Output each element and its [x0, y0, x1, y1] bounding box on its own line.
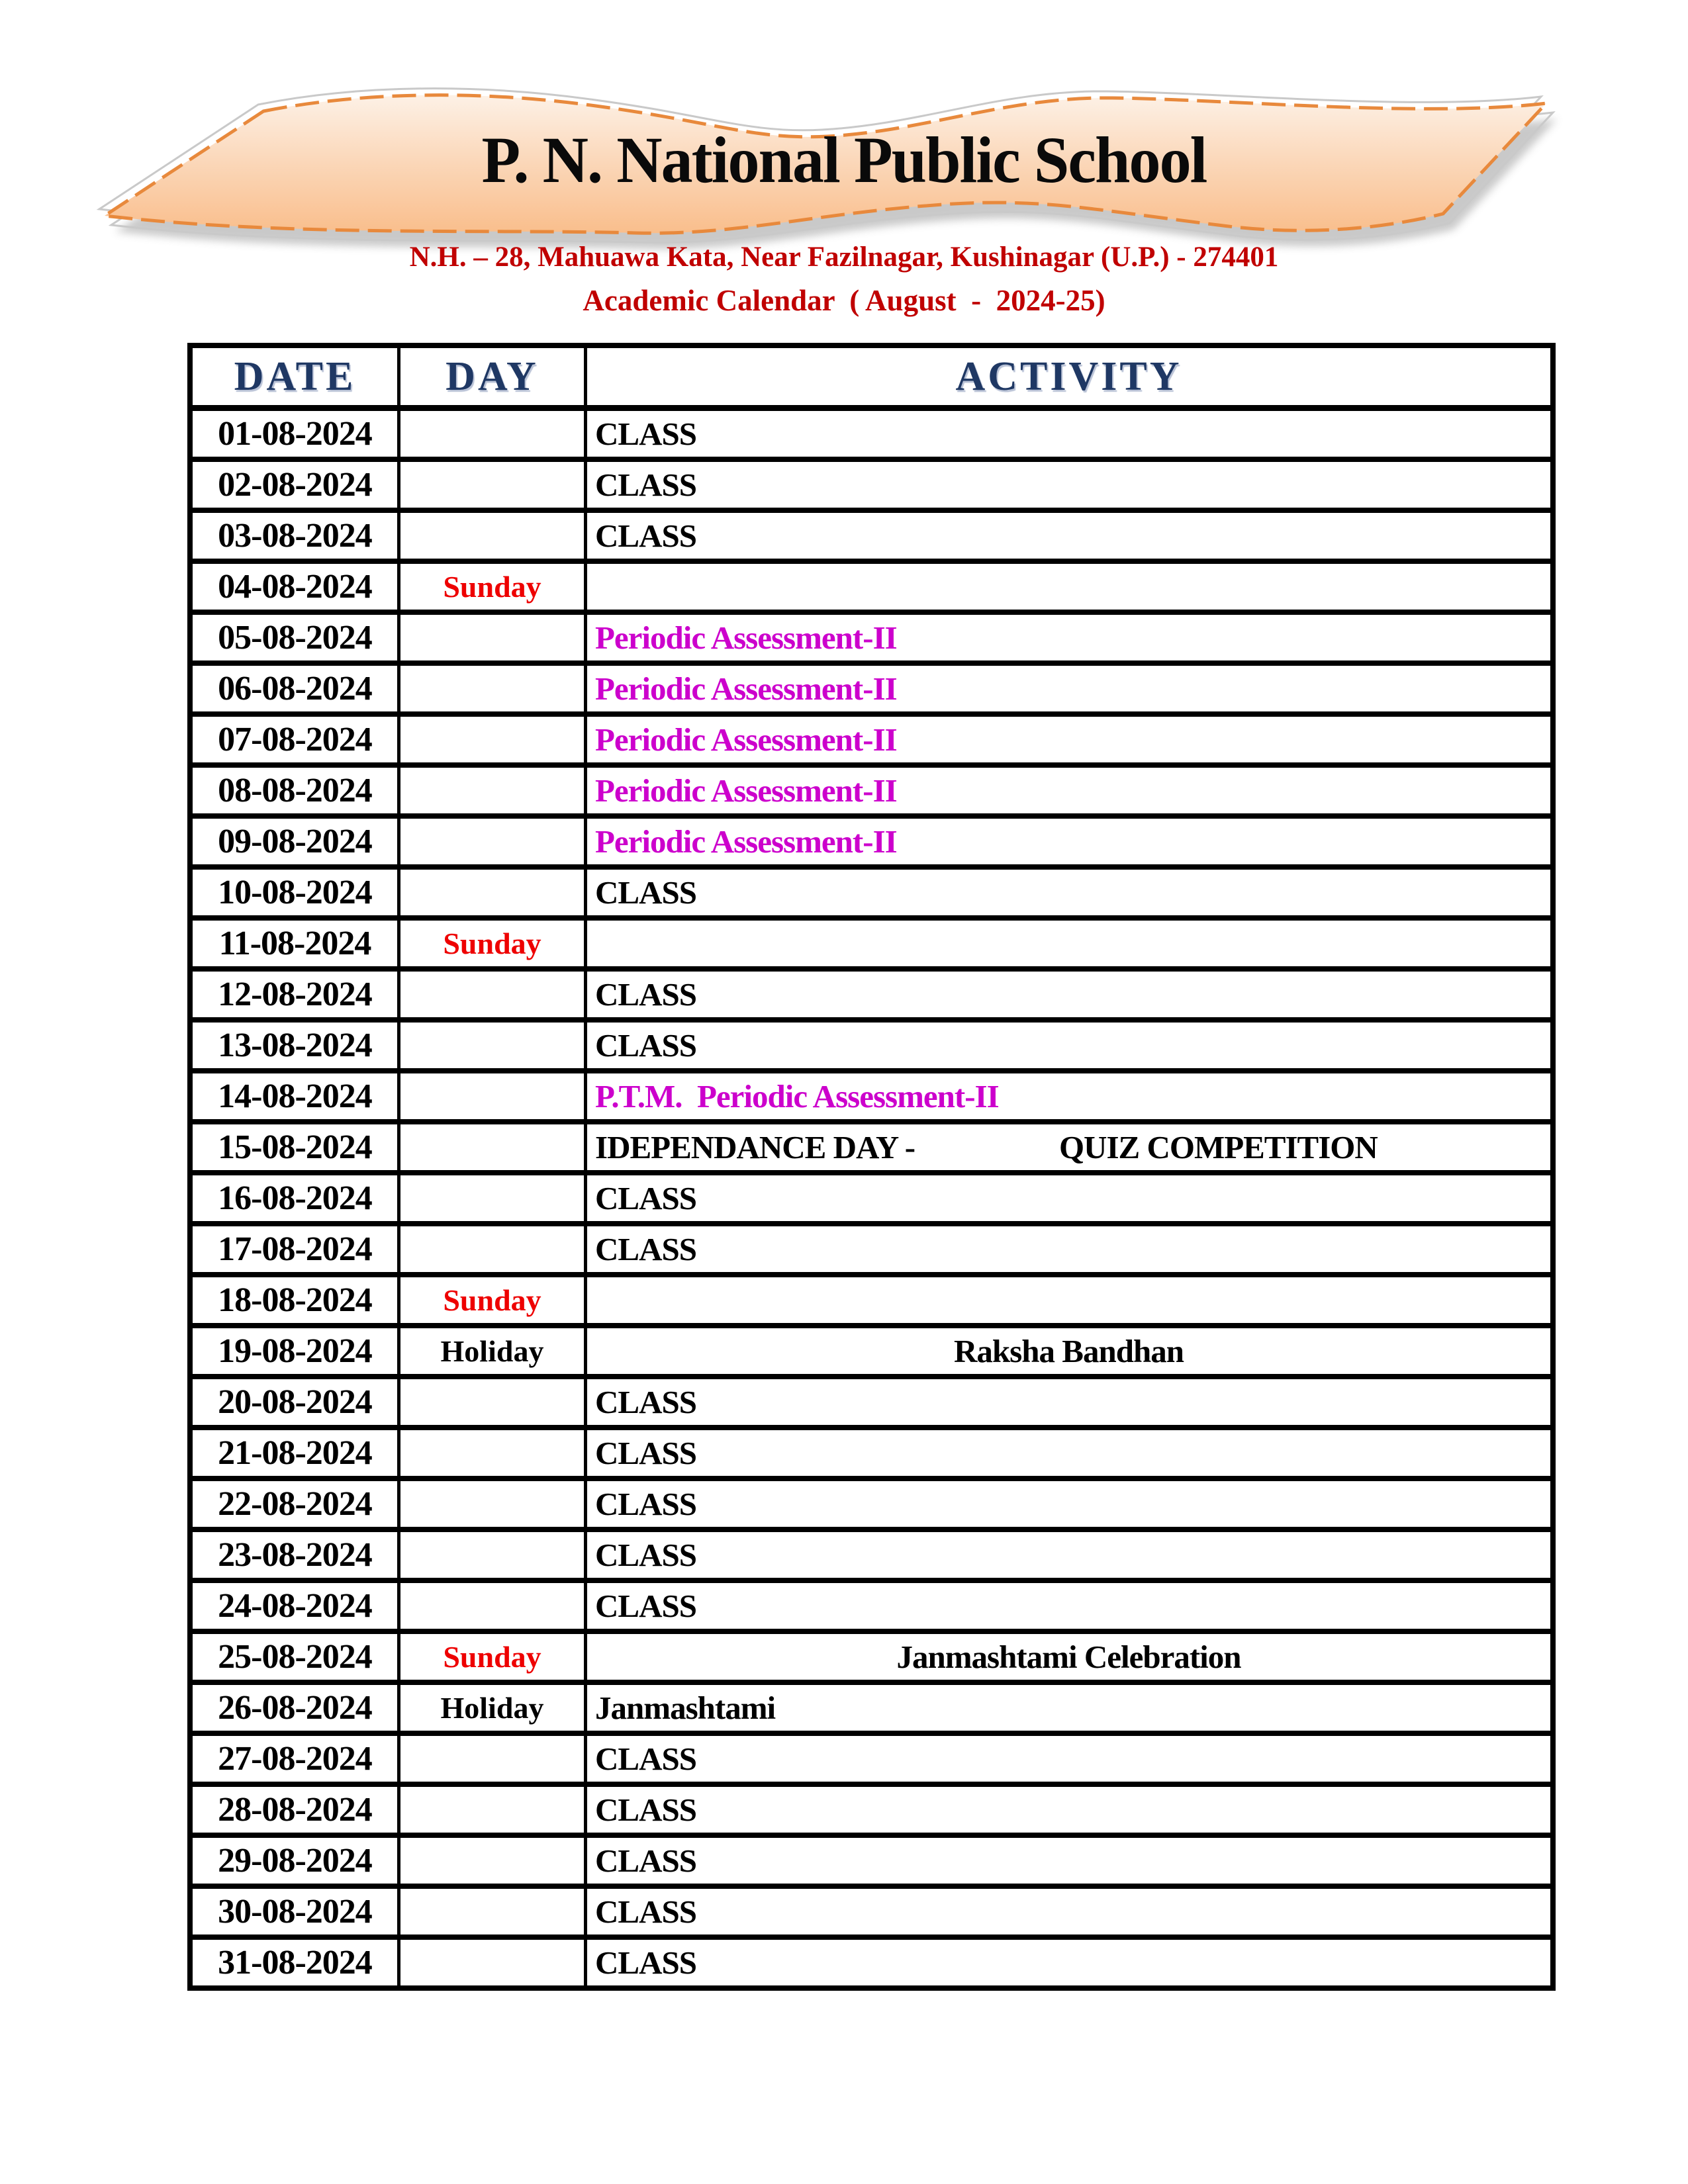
activity-cell — [587, 717, 1550, 762]
activity-text: CLASS — [595, 518, 696, 554]
activity-text: CLASS — [595, 1435, 696, 1471]
day-cell: Sunday — [400, 564, 587, 610]
day-cell — [400, 462, 587, 508]
activity-cell — [587, 1889, 1550, 1934]
date-cell: 08-08-2024 — [193, 768, 400, 813]
activity-cell — [587, 411, 1550, 457]
date-cell: 12-08-2024 — [193, 972, 400, 1017]
activity-cell — [587, 921, 1550, 966]
day-cell — [400, 1175, 587, 1221]
activity-cell — [587, 1379, 1550, 1425]
table-row — [193, 508, 1550, 559]
school-address: N.H. – 28, Mahuawa Kata, Near Fazilnagar, Kushinagar (U.P.) - 274401 — [409, 242, 1279, 273]
activity-cell — [587, 870, 1550, 915]
day-cell — [400, 1481, 587, 1527]
activity-text: CLASS — [595, 1231, 696, 1267]
table-row — [193, 966, 1550, 1017]
date-cell: 30-08-2024 — [193, 1889, 400, 1934]
table-row — [193, 1884, 1550, 1934]
activity-cell — [587, 1430, 1550, 1476]
date-cell: 03-08-2024 — [193, 513, 400, 559]
activity-text: CLASS — [595, 1843, 696, 1879]
table-row — [193, 1833, 1550, 1884]
activity-text: CLASS — [595, 874, 696, 911]
activity-text: CLASS — [595, 1180, 696, 1216]
activity-text: CLASS — [595, 1944, 696, 1981]
table-row — [193, 915, 1550, 966]
day-cell — [400, 768, 587, 813]
activity-cell — [587, 1940, 1550, 1985]
date-cell: 21-08-2024 — [193, 1430, 400, 1476]
table-row — [193, 1680, 1550, 1731]
activity-cell — [587, 1583, 1550, 1629]
day-cell — [400, 1226, 587, 1272]
table-row — [193, 457, 1550, 508]
activity-cell — [587, 1481, 1550, 1527]
date-cell: 25-08-2024 — [193, 1634, 400, 1680]
date-cell: 29-08-2024 — [193, 1838, 400, 1884]
day-cell — [400, 1124, 587, 1170]
date-cell: 19-08-2024 — [193, 1328, 400, 1374]
table-row — [193, 1272, 1550, 1323]
activity-text: CLASS — [595, 1537, 696, 1573]
table-row — [193, 1934, 1550, 1985]
date-cell: 18-08-2024 — [193, 1277, 400, 1323]
date-cell: 31-08-2024 — [193, 1940, 400, 1985]
day-cell — [400, 411, 587, 457]
day-cell — [400, 1532, 587, 1578]
activity-cell — [587, 1838, 1550, 1884]
table-row — [193, 559, 1550, 610]
day-cell: Holiday — [400, 1685, 587, 1731]
activity-text: Periodic Assessment-II — [595, 823, 897, 860]
table-row — [193, 1017, 1550, 1068]
calendar-rows — [193, 411, 1550, 1985]
date-cell: 09-08-2024 — [193, 819, 400, 864]
activity-text: CLASS — [595, 976, 696, 1013]
table-row — [193, 1221, 1550, 1272]
activity-text: Janmashtami — [595, 1690, 776, 1726]
activity-cell — [587, 615, 1550, 660]
activity-text: Raksha Bandhan — [954, 1333, 1184, 1369]
activity-cell — [587, 513, 1550, 559]
activity-cell — [587, 1532, 1550, 1578]
activity-text: CLASS — [595, 1792, 696, 1828]
academic-calendar-table — [187, 343, 1556, 1991]
table-row — [193, 1578, 1550, 1629]
activity-cell — [587, 1634, 1550, 1680]
date-cell: 01-08-2024 — [193, 411, 400, 457]
table-row — [193, 1782, 1550, 1833]
day-cell — [400, 1838, 587, 1884]
day-cell — [400, 819, 587, 864]
date-cell: 15-08-2024 — [193, 1124, 400, 1170]
day-cell — [400, 666, 587, 711]
activity-text: CLASS — [595, 1588, 696, 1624]
table-row — [193, 1629, 1550, 1680]
day-cell — [400, 1430, 587, 1476]
date-cell: 23-08-2024 — [193, 1532, 400, 1578]
date-cell: 05-08-2024 — [193, 615, 400, 660]
activity-text: CLASS — [595, 416, 696, 452]
table-header-row — [193, 348, 1550, 411]
activity-cell — [587, 1073, 1550, 1119]
activity-secondary-text: QUIZ COMPETITION — [1058, 1129, 1378, 1165]
day-cell — [400, 1736, 587, 1782]
column-header-date: DATE — [193, 348, 400, 405]
activity-text: Periodic Assessment-II — [595, 619, 897, 656]
date-cell: 24-08-2024 — [193, 1583, 400, 1629]
column-header-day: DAY — [400, 348, 587, 405]
activity-text: Janmashtami Celebration — [896, 1639, 1241, 1675]
table-row — [193, 1527, 1550, 1578]
table-row — [193, 711, 1550, 762]
activity-cell — [587, 972, 1550, 1017]
activity-text: CLASS — [595, 1741, 696, 1777]
day-cell — [400, 615, 587, 660]
table-row — [193, 411, 1550, 457]
activity-cell — [587, 1685, 1550, 1731]
day-cell — [400, 717, 587, 762]
day-cell — [400, 1073, 587, 1119]
table-row — [193, 1170, 1550, 1221]
activity-cell — [587, 1226, 1550, 1272]
table-row — [193, 1119, 1550, 1170]
date-cell: 10-08-2024 — [193, 870, 400, 915]
activity-cell — [587, 462, 1550, 508]
table-row — [193, 762, 1550, 813]
column-header-activity: ACTIVITY — [955, 353, 1182, 399]
activity-text: IDEPENDANCE DAY - — [595, 1129, 915, 1165]
day-cell — [400, 1787, 587, 1833]
day-cell — [400, 1023, 587, 1068]
date-cell: 16-08-2024 — [193, 1175, 400, 1221]
activity-text: CLASS — [595, 1384, 696, 1420]
activity-cell — [587, 1736, 1550, 1782]
date-cell: 13-08-2024 — [193, 1023, 400, 1068]
table-row — [193, 1476, 1550, 1527]
activity-cell — [587, 564, 1550, 610]
date-cell: 17-08-2024 — [193, 1226, 400, 1272]
table-row — [193, 1374, 1550, 1425]
activity-cell — [587, 1787, 1550, 1833]
table-row — [193, 1425, 1550, 1476]
activity-cell — [587, 1328, 1550, 1374]
date-cell: 22-08-2024 — [193, 1481, 400, 1527]
day-cell — [400, 1940, 587, 1985]
activity-cell — [587, 1023, 1550, 1068]
activity-text: CLASS — [595, 1027, 696, 1064]
activity-text: CLASS — [595, 1486, 696, 1522]
day-cell — [400, 1379, 587, 1425]
activity-text: Periodic Assessment-II — [595, 772, 897, 809]
table-row — [193, 610, 1550, 660]
activity-cell — [587, 1175, 1550, 1221]
day-cell — [400, 1583, 587, 1629]
activity-cell — [587, 666, 1550, 711]
activity-text: CLASS — [595, 467, 696, 503]
day-cell — [400, 972, 587, 1017]
date-cell: 27-08-2024 — [193, 1736, 400, 1782]
date-cell: 20-08-2024 — [193, 1379, 400, 1425]
day-cell — [400, 513, 587, 559]
date-cell: 28-08-2024 — [193, 1787, 400, 1833]
day-cell — [400, 870, 587, 915]
day-cell: Sunday — [400, 921, 587, 966]
date-cell: 02-08-2024 — [193, 462, 400, 508]
activity-cell — [587, 1277, 1550, 1323]
day-cell — [400, 1889, 587, 1934]
date-cell: 07-08-2024 — [193, 717, 400, 762]
calendar-subtitle: Academic Calendar ( August - 2024-25) — [583, 284, 1105, 317]
activity-text: CLASS — [595, 1893, 696, 1930]
day-cell: Sunday — [400, 1634, 587, 1680]
date-cell: 11-08-2024 — [193, 921, 400, 966]
table-row — [193, 1731, 1550, 1782]
table-row — [193, 864, 1550, 915]
activity-cell — [587, 819, 1550, 864]
date-cell: 26-08-2024 — [193, 1685, 400, 1731]
table-row — [193, 1068, 1550, 1119]
table-row — [193, 813, 1550, 864]
date-cell: 06-08-2024 — [193, 666, 400, 711]
school-name-title: P. N. National Public School — [481, 123, 1207, 197]
date-cell: 04-08-2024 — [193, 564, 400, 610]
activity-text: P.T.M. Periodic Assessment-II — [595, 1078, 999, 1115]
table-row — [193, 1323, 1550, 1374]
day-cell: Sunday — [400, 1277, 587, 1323]
activity-cell — [587, 768, 1550, 813]
table-row — [193, 660, 1550, 711]
date-cell: 14-08-2024 — [193, 1073, 400, 1119]
day-cell: Holiday — [400, 1328, 587, 1374]
activity-cell — [587, 1124, 1550, 1170]
activity-text: Periodic Assessment-II — [595, 670, 897, 707]
activity-text: Periodic Assessment-II — [595, 721, 897, 758]
